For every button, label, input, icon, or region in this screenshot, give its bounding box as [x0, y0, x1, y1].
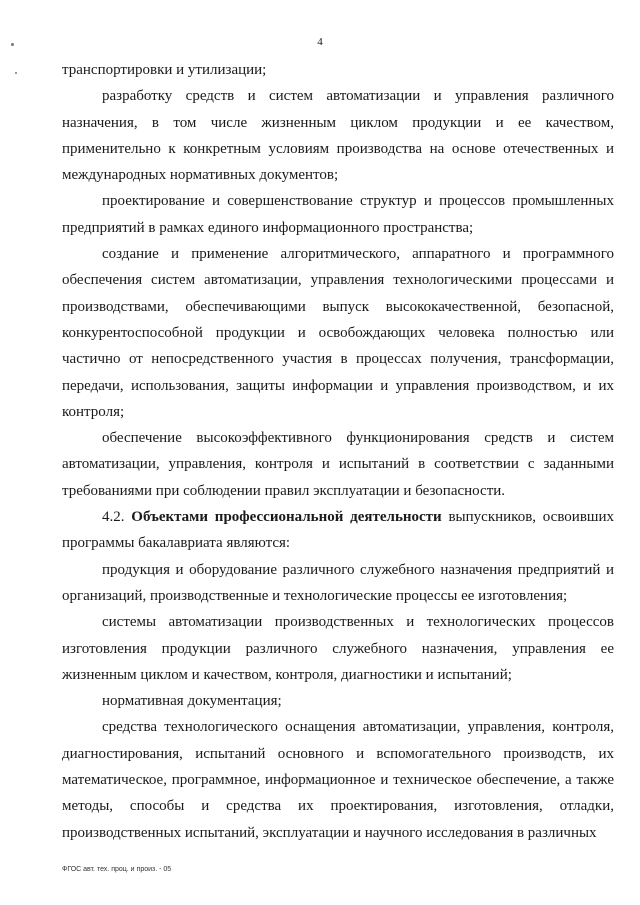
scan-speck [15, 72, 17, 74]
paragraph: обеспечение высокоэффективного функционирования средств и систем автоматизации, управления, контроля и испытаний в соответствии с заданными требованиями при соблюдении правил эксплуатации и безопасности. [62, 430, 614, 499]
page-number: 4 [317, 36, 323, 48]
section-term: Объектами профессиональной деятельности [131, 509, 442, 526]
section-text: выпускников, освоивших программы бакалавриата являются: [62, 509, 614, 552]
section-number: 4.2. [102, 509, 132, 526]
paragraph: создание и применение алгоритмического, аппаратного и программного обеспечения систем автоматизации, управления технологическими процессами и производствами, обеспечивающими выпуск высококачественной, безопасной, конкурентоспособной продукции и освобождающих человека полностью или частично от непосредственного участия в процессах получения, трансформации, передачи, использования, защиты информации и управления производством, и их контроля; [62, 246, 614, 420]
paragraph: разработку средств и систем автоматизации и управления различного назначения, в том числе жизненным циклом продукции и ее качеством, применительно к конкретным условиям производства на основе отечественных и международных нормативных документов; [62, 88, 614, 184]
paragraph: транспортировки и утилизации; [62, 62, 267, 78]
paragraph: средства технологического оснащения автоматизации, управления, контроля, диагностирования, испытаний основного и вспомогательного производств, их математическое, программное, информационное и техническое обеспечение, а также методы, способы и средства их проектирования, изготовления, отладки, производственных испытаний, эксплуатации и научного исследования в различных [62, 719, 614, 841]
paragraph: продукция и оборудование различного служебного назначения предприятий и организаций, производственные и технологические процессы ее изготовления; [62, 561, 614, 604]
paragraph: нормативная документация; [102, 693, 282, 710]
paragraph: проектирование и совершенствование структур и процессов промышленных предприятий в рамках единого информационного пространства; [62, 193, 614, 236]
section-4-2-paragraph [62, 504, 614, 557]
document-body [62, 57, 614, 846]
paragraph: системы автоматизации производственных и технологических процессов изготовления продукции различного служебного назначения, управления ее жизненным циклом и качеством, контроля, диагностики и испытаний; [62, 614, 614, 683]
footer-doc-code: ФГОС авт. тех. проц. и произ. - 05 [62, 866, 172, 873]
